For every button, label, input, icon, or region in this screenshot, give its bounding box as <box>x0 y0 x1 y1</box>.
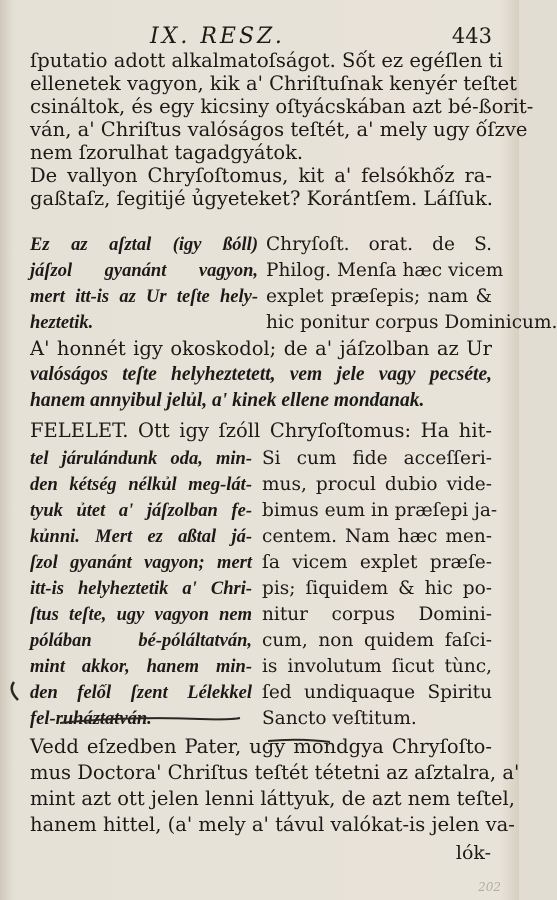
text-line: Vedd eſzedben Pater, ugy mondgya Chryſoſto- <box>30 735 492 758</box>
text-line: gaßtaſz, ſegitijé ủgyeteket? Korántſem. Láſſuk. <box>30 187 493 210</box>
hungarian-quote-line: kủnni. Mert ez aßtal já- <box>30 527 252 547</box>
text-line: De vallyon Chryſoſtomus, kit a' felsókhốz ra- <box>30 164 492 187</box>
hungarian-quote-line: den kétség nélkủl meg-lát- <box>30 475 252 495</box>
hungarian-quote-line: ſtus teſte, ugy vagyon nem <box>30 605 252 625</box>
text-line: csináltok, és egy kicsiny oſtyácskában azt bé-ßorit- <box>30 95 534 118</box>
text-line: nem ſzorulhat tagadgyátok. <box>30 141 304 164</box>
text-line: ván, a' Chriſtus valóságos teſtét, a' mely ugy ốſzve <box>30 118 528 141</box>
text-line: mus Doctora' Chriſtus teſtét tétetni az aſztalra, a' <box>30 761 520 784</box>
hungarian-quote-line: Ez az aſztal (igy ßóll) <box>30 235 258 255</box>
hungarian-quote-line: tyuk ủtet a' jáſzolban fe- <box>30 501 252 521</box>
latin-quote-line: ſed undiquaque Spiritu <box>262 682 492 703</box>
latin-quote-line: Si cum fide acceſſeri- <box>262 448 492 469</box>
latin-quote-line: cum, non quidem faſci- <box>262 630 492 651</box>
hungarian-quote-line: mint akkor, hanem min- <box>30 657 252 677</box>
catchword: lók- <box>455 842 491 864</box>
text-line: hanem hittel, (a' mely a' távul valókat-is jelen va- <box>30 813 515 836</box>
hungarian-quote-line: fel-ruháztatván. <box>30 709 152 729</box>
latin-quote-line: mus, procul dubio vide- <box>262 474 492 495</box>
latin-quote-line: Philog. Menſa hæc vicem <box>266 260 504 281</box>
hungarian-quote-line: pólában bé-póláltatván, <box>30 631 252 651</box>
text-line: ſputatio adott alkalmatoſságot. Sốt ez egéſlen ti <box>30 49 503 72</box>
latin-quote-line: nitur corpus Domini- <box>262 604 492 625</box>
hungarian-quote-line: heztetik. <box>30 313 94 333</box>
hungarian-quote-line: jáſzol gyanánt vagyon, <box>30 261 258 281</box>
hungarian-quote-line: tel járulándunk oda, min- <box>30 449 252 469</box>
text-line: A' honnét igy okoskodol; de a' jáſzolban az Ur <box>30 337 492 360</box>
latin-quote-line: Sancto veſtitum. <box>262 708 417 729</box>
text-line: mint azt ott jelen lenni láttyuk, de azt nem teſtel, <box>30 787 515 810</box>
latin-quote-line: Chryſoſt. orat. de S. <box>266 234 492 255</box>
latin-quote-line: hic ponitur corpus Dominicum. <box>266 312 557 333</box>
hungarian-quote-line: itt-is helyheztetik a' Chri- <box>30 579 252 599</box>
text-line: ellenetek vagyon, kik a' Chriſtuſnak kenyér teſtet <box>30 72 517 95</box>
page-number: 443 <box>451 24 492 48</box>
pencil-note: 202 <box>478 880 501 894</box>
running-title: IX. RESZ. <box>150 24 285 49</box>
latin-quote-line: pis; ſiquidem & hic po- <box>262 578 492 599</box>
hungarian-quote-line: ſzol gyanánt vagyon; mert <box>30 553 252 573</box>
latin-quote-line: is involutum ſicut tùnc, <box>262 656 492 677</box>
latin-quote-line: centem. Nam hæc men- <box>262 526 492 547</box>
text-line: valóságos teſte helyheztetett, vem jele vagy pecséte, <box>30 364 492 385</box>
hungarian-quote-line: mert itt-is az Ur teſte hely- <box>30 287 258 307</box>
hungarian-quote-line: den felốl ſzent Lélekkel <box>30 683 252 703</box>
latin-quote-line: ſa vicem explet præſe- <box>262 552 492 573</box>
latin-quote-line: explet præſepis; nam & <box>266 286 492 307</box>
answer-heading: FELELET. Ott igy ſzóll Chryſoſtomus: Ha hit- <box>30 419 492 442</box>
text-line: hanem annyibul jelủl, a' kinek ellene mondanak. <box>30 390 425 411</box>
latin-quote-line: bimus eum in præſepi ja- <box>262 500 498 521</box>
